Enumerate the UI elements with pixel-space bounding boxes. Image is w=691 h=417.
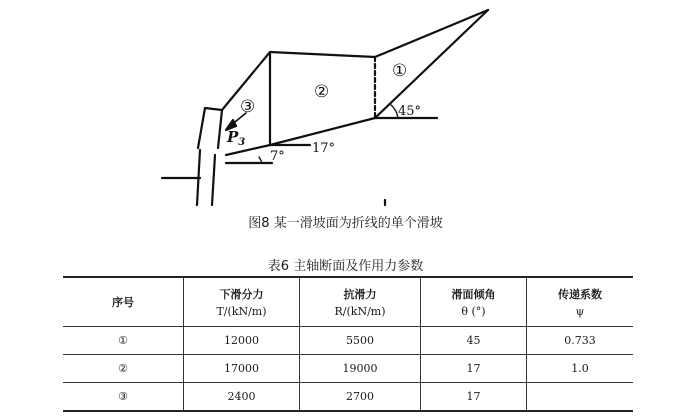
slip-surface-line — [226, 118, 375, 155]
angle-arc-45 — [390, 104, 398, 118]
header-index: 序号 — [63, 277, 184, 327]
table-header-row — [63, 277, 633, 327]
cell-transfer-coefficient: 0.733 — [527, 327, 634, 355]
cell-slip-angle: 17 — [421, 383, 527, 412]
cell-transfer-coefficient — [527, 383, 634, 412]
slope-surface-line — [222, 10, 488, 110]
retaining-wall — [198, 108, 222, 148]
cell-slip-angle: 17 — [421, 355, 527, 383]
header-resisting-force: 抗滑力 R/(kN/m) — [300, 277, 421, 327]
cell-resisting-force: 19000 — [300, 355, 421, 383]
cell-sliding-force: 17000 — [184, 355, 300, 383]
parameters-table — [63, 276, 633, 412]
table-row — [63, 355, 633, 383]
cell-resisting-force: 2700 — [300, 383, 421, 412]
table-caption: 表6 主轴断面及作用力参数 — [267, 259, 424, 274]
force-label: $P_3$ — [227, 128, 246, 148]
angle-label-7: 7° — [270, 149, 285, 164]
cell-index: ③ — [63, 383, 184, 412]
header-transfer-coefficient: 传递系数 ψ — [527, 277, 634, 327]
table-row — [63, 327, 633, 355]
cell-transfer-coefficient: 1.0 — [527, 355, 634, 383]
header-sliding-force: 下滑分力 T/(kN/m) — [184, 277, 300, 327]
cell-sliding-force: 12000 — [184, 327, 300, 355]
cell-index: ② — [63, 355, 184, 383]
block-label-3: ③ — [240, 97, 256, 117]
block-label-1: ① — [392, 61, 408, 81]
header-slip-angle: 滑面倾角 θ (°) — [421, 277, 527, 327]
cell-resisting-force: 5500 — [300, 327, 421, 355]
angle-label-45: 45° — [398, 104, 422, 119]
cell-index: ① — [63, 327, 184, 355]
cell-slip-angle: 45 — [421, 327, 527, 355]
wall-left-edge — [197, 150, 200, 205]
table-row — [63, 383, 633, 412]
figure-caption: 图8 某一滑坡面为折线的单个滑坡 — [248, 216, 443, 231]
cell-sliding-force: 2400 — [184, 383, 300, 412]
angle-label-17: 17° — [312, 141, 336, 156]
block-label-2: ② — [314, 82, 330, 102]
wall-right-edge — [212, 155, 215, 205]
